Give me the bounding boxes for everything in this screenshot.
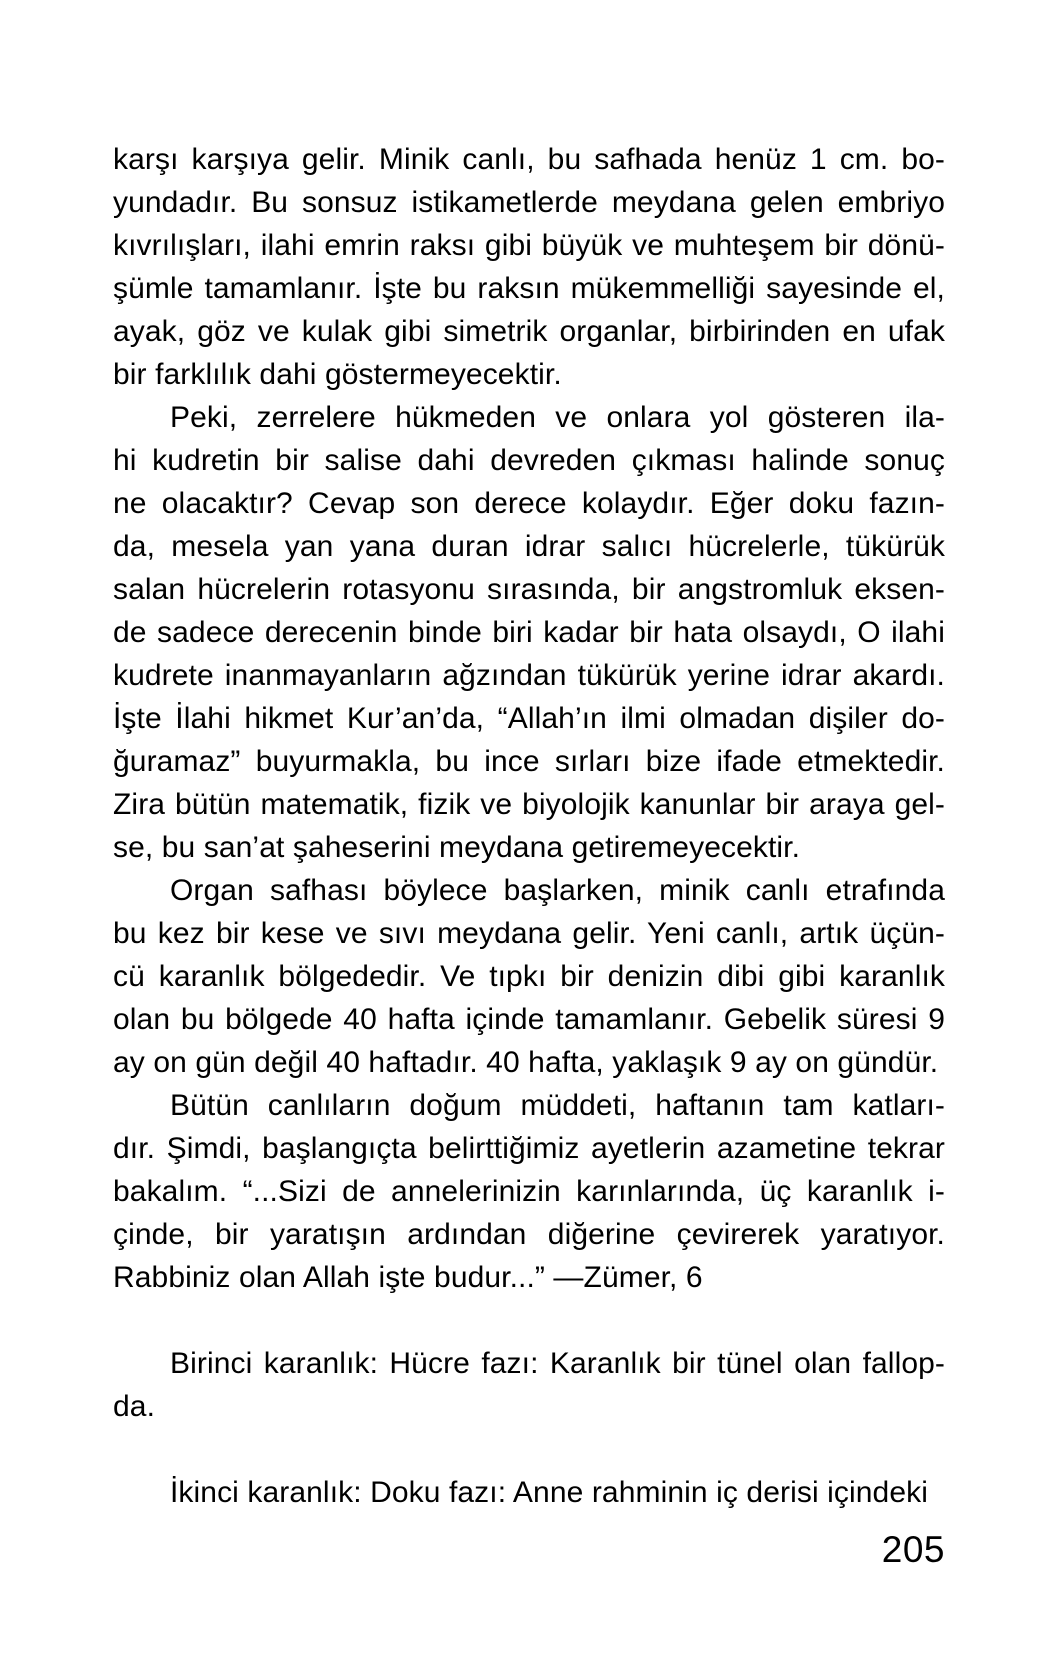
paragraph bbox=[113, 138, 945, 396]
text-line: Organ safhası böylece başlarken, minik canlı etrafında bbox=[170, 874, 945, 907]
text-line: da. bbox=[113, 1390, 156, 1423]
text-line: kudrete inanmayanların ağzından tükürük yerine idrar akardı. bbox=[113, 659, 945, 692]
text-line: İşte İlahi hikmet Kur’an’da, “Allah’ın ilmi olmadan dişiler do- bbox=[113, 702, 945, 735]
text-line: dır. Şimdi, başlangıçta belirttiğimiz ayetlerin azametine tekrar bbox=[113, 1132, 945, 1165]
page-number: 205 bbox=[881, 1529, 945, 1570]
text-line: şümle tamamlanır. İşte bu raksın mükemmelliği sayesinde el, bbox=[113, 272, 945, 305]
paragraph bbox=[113, 1084, 945, 1299]
paragraph bbox=[113, 396, 945, 869]
text-line: çinde, bir yaratışın ardından diğerine çevirerek yaratıyor. bbox=[113, 1218, 945, 1251]
text-line: Bütün canlıların doğum müddeti, haftanın tam katları- bbox=[170, 1089, 945, 1122]
paragraph bbox=[113, 869, 945, 1084]
text-line: ayak, göz ve kulak gibi simetrik organlar, birbirinden en ufak bbox=[113, 315, 945, 348]
text-line: de sadece derecenin binde biri kadar bir hata olsaydı, O ilahi bbox=[113, 616, 945, 649]
text-line: se, bu san’at şaheserini meydana getiremeyecektir. bbox=[113, 831, 801, 864]
paragraph bbox=[113, 1342, 945, 1428]
text-line: İkinci karanlık: Doku fazı: Anne rahminin iç derisi içindeki bbox=[170, 1476, 928, 1509]
paragraph bbox=[113, 1471, 945, 1514]
text-line: Rabbiniz olan Allah işte budur...” —Zümer, 6 bbox=[113, 1261, 703, 1294]
text-line: bir farklılık dahi göstermeyecektir. bbox=[113, 358, 562, 391]
body-text bbox=[113, 138, 945, 1514]
text-line: Birinci karanlık: Hücre fazı: Karanlık bir tünel olan fallop- bbox=[170, 1347, 945, 1380]
text-line: karşı karşıya gelir. Minik canlı, bu safhada henüz 1 cm. bo- bbox=[113, 143, 945, 176]
text-line: ne olacaktır? Cevap son derece kolaydır. Eğer doku fazın- bbox=[113, 487, 945, 520]
text-line: Zira bütün matematik, fizik ve biyolojik kanunlar bir araya gel- bbox=[113, 788, 945, 821]
text-line: cü karanlık bölgededir. Ve tıpkı bir denizin dibi gibi karanlık bbox=[113, 960, 945, 993]
text-line: hi kudretin bir salise dahi devreden çıkması halinde sonuç bbox=[113, 444, 945, 477]
text-line: ay on gün değil 40 haftadır. 40 hafta, yaklaşık 9 ay on gündür. bbox=[113, 1046, 939, 1079]
text-line: bu kez bir kese ve sıvı meydana gelir. Yeni canlı, artık üçün- bbox=[113, 917, 945, 950]
text-line: ğuramaz” buyurmakla, bu ince sırları bize ifade etmektedir. bbox=[113, 745, 945, 778]
text-line: yundadır. Bu sonsuz istikametlerde meydana gelen embriyo bbox=[113, 186, 945, 219]
text-line: da, mesela yan yana duran idrar salıcı hücrelerle, tükürük bbox=[113, 530, 945, 563]
text-line: bakalım. “...Sizi de annelerinizin karınlarında, üç karanlık i- bbox=[113, 1175, 945, 1208]
text-line: Peki, zerrelere hükmeden ve onlara yol gösteren ila- bbox=[170, 401, 945, 434]
text-line: olan bu bölgede 40 hafta içinde tamamlanır. Gebelik süresi 9 bbox=[113, 1003, 945, 1036]
text-line: kıvrılışları, ilahi emrin raksı gibi büyük ve muhteşem bir dönü- bbox=[113, 229, 945, 262]
text-line: salan hücrelerin rotasyonu sırasında, bir angstromluk eksen- bbox=[113, 573, 945, 606]
